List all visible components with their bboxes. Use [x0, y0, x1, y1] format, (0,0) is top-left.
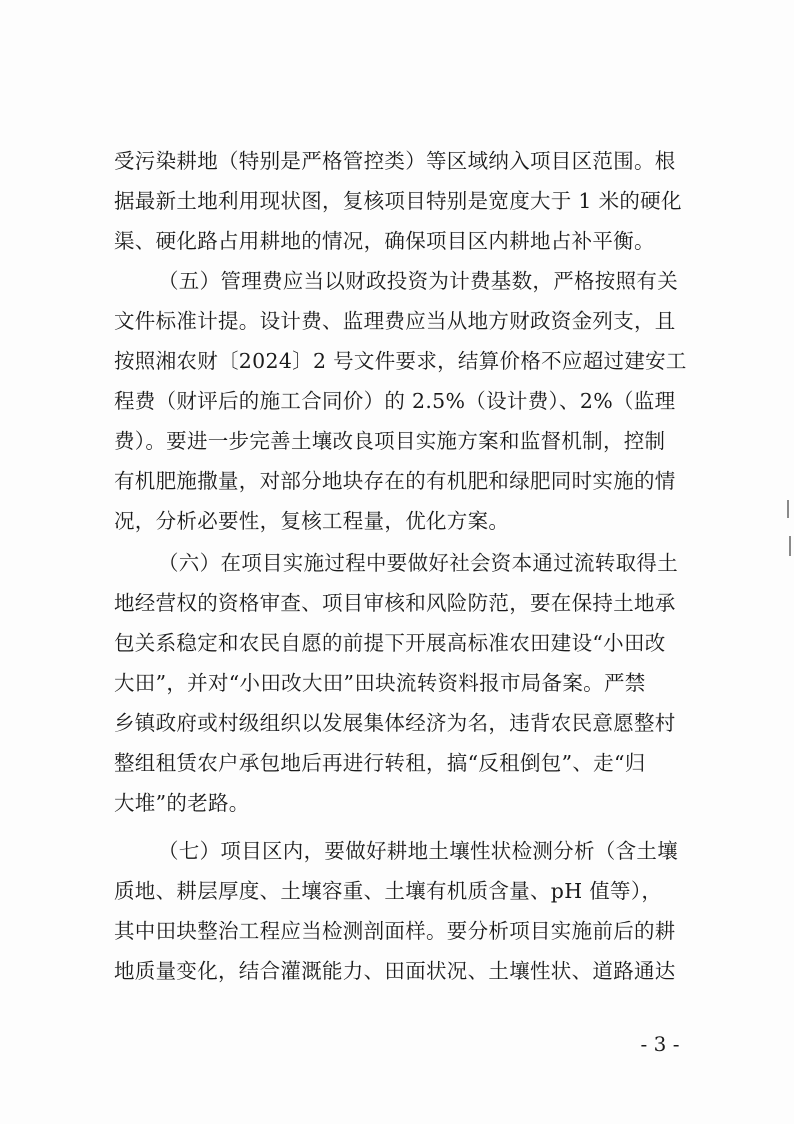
paragraph-start-line: （六）在项目实施过程中要做好社会资本通过流转取得土 — [158, 551, 678, 575]
text-line: 有机肥施撒量，对部分地块存在的有机肥和绿肥同时实施的情 — [114, 469, 676, 493]
scan-artifact-mark — [789, 536, 791, 556]
paragraph-start-line: （五）管理费应当以财政投资为计费基数，严格按照有关 — [158, 269, 678, 293]
text-line: 受污染耕地（特别是严格管控类）等区域纳入项目区范围。根 — [114, 149, 676, 173]
text-line: 包关系稳定和农民自愿的前提下开展高标准农田建设“小田改 — [114, 631, 666, 655]
text-line: 整组租赁农户承包地后再进行转租，搞“反租倒包”、走“归 — [114, 751, 646, 775]
text-line: 大堆”的老路。 — [114, 791, 250, 815]
text-line: 大田”，并对“小田改大田”田块流转资料报市局备案。严禁 — [114, 671, 646, 695]
text-line: 质地、耕层厚度、土壤容重、土壤有机质含量、pH 值等）， — [114, 879, 663, 903]
page-number: - 3 - — [640, 1032, 680, 1056]
text-line: 程费（财评后的施工合同价）的 2.5%（设计费）、2%（监理 — [114, 389, 676, 413]
text-line: 乡镇政府或村级组织以发展集体经济为名，违背农民意愿整村 — [114, 711, 676, 735]
text-line: 文件标准计提。设计费、监理费应当从地方财政资金列支，且 — [114, 309, 676, 333]
text-line: 其中田块整治工程应当检测剖面样。要分析项目实施前后的耕 — [114, 919, 676, 943]
text-line: 地经营权的资格审查、项目审核和风险防范，要在保持土地承 — [114, 591, 676, 615]
text-line: 地质量变化，结合灌溉能力、田面状况、土壤性状、道路通达 — [114, 959, 676, 983]
text-line: 按照湘农财〔2024〕2 号文件要求，结算价格不应超过建安工 — [114, 349, 687, 373]
text-line: 渠、硬化路占用耕地的情况，确保项目区内耕地占补平衡。 — [114, 229, 655, 253]
text-line: 费）。要进一步完善土壤改良项目实施方案和监督机制，控制 — [114, 429, 666, 453]
text-line: 况，分析必要性，复核工程量，优化方案。 — [114, 509, 510, 533]
scan-artifact-mark — [787, 500, 789, 518]
text-line: 据最新土地利用现状图，复核项目特别是宽度大于 1 米的硬化 — [114, 189, 682, 213]
paragraph-start-line: （七）项目区内，要做好耕地土壤性状检测分析（含土壤 — [158, 839, 678, 863]
